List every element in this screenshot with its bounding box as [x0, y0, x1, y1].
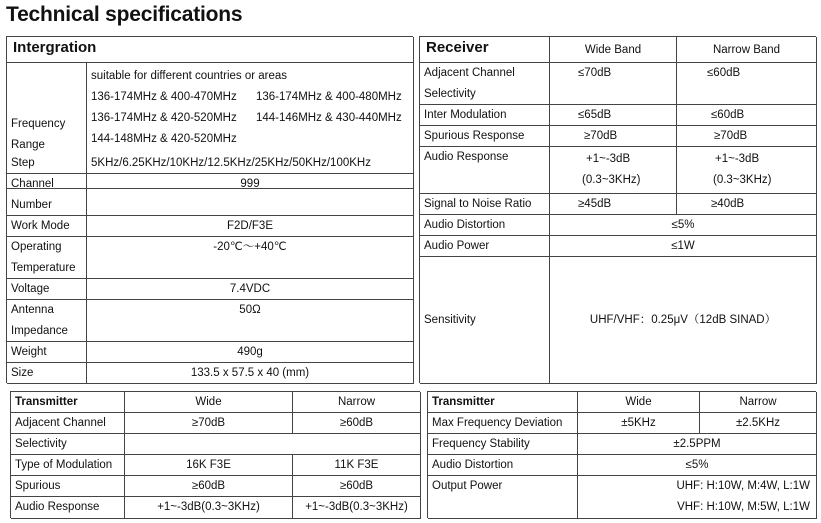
page-title: Technical specifications: [6, 3, 243, 26]
work-mode-value: F2D/F3E: [87, 216, 414, 237]
tx-distortion-label: Audio Distortion: [428, 455, 578, 476]
tx-right-col-wide: Wide: [578, 392, 700, 413]
tx-adjacent-narrow: ≥60dB: [293, 413, 421, 434]
step-label: Step: [7, 153, 87, 174]
tx-spurious-wide: ≥60dB: [125, 476, 293, 497]
rx-snr-wide: ≥45dB: [550, 194, 677, 215]
tx-power-uhf: UHF: H:10W, M:4W, L:1W: [676, 480, 810, 492]
receiver-col-narrow: Narrow Band: [677, 37, 817, 63]
weight-label: Weight: [7, 342, 87, 363]
integration-table: [6, 36, 413, 383]
frequency-label: Frequency Range: [7, 63, 87, 189]
rx-spurious-wide: ≥70dB: [550, 126, 677, 147]
tx-stability-value: ±2.5PPM: [578, 434, 817, 455]
voltage-value: 7.4VDC: [87, 279, 414, 300]
channel-label: Channel Number: [7, 174, 87, 216]
size-value: 133.5 x 57.5 x 40 (mm): [87, 363, 414, 384]
rx-intermod-label: Inter Modulation: [420, 105, 550, 126]
tx-adjacent-label: Adjacent Channel: [11, 413, 125, 434]
rx-audio-response-narrow: +1~-3dB (0.3~3KHz): [677, 147, 817, 194]
tx-deviation-narrow: ±2.5KHz: [700, 413, 817, 434]
rx-intermod-wide: ≤65dB: [550, 105, 677, 126]
tx-modulation-wide: 16K F3E: [125, 455, 293, 476]
rx-audio-response-wide: +1~-3dB (0.3~3KHz): [550, 147, 677, 194]
rx-snr-label: Signal to Noise Ratio: [420, 194, 550, 215]
tx-adjacent-wide: ≥70dB: [125, 413, 293, 434]
rx-spurious-label: Spurious Response: [420, 126, 550, 147]
tx-left-heading: Transmitter: [11, 392, 125, 413]
rx-spurious-narrow: ≥70dB: [677, 126, 817, 147]
tx-audio-narrow: +1~-3dB(0.3~3KHz): [293, 497, 421, 519]
rx-power-value: ≤1W: [550, 236, 817, 257]
voltage-label: Voltage: [7, 279, 87, 300]
tx-right-heading: Transmitter: [428, 392, 578, 413]
antenna-value: 50Ω: [87, 300, 414, 342]
work-mode-label: Work Mode: [7, 216, 87, 237]
rx-intermod-narrow: ≤60dB: [677, 105, 817, 126]
rx-sensitivity-value: UHF/VHF：0.25μV（12dB SINAD）: [550, 257, 817, 384]
transmitter-table-left: [10, 391, 420, 518]
tx-power-vhf: VHF: H:10W, M:5W, L:1W: [677, 501, 810, 513]
size-label: Size: [7, 363, 87, 384]
tx-spurious-narrow: ≥60dB: [293, 476, 421, 497]
step-value: 5KHz/6.25KHz/10KHz/12.5KHz/25KHz/50KHz/100KHz: [87, 153, 414, 174]
rx-distortion-label: Audio Distortion: [420, 215, 550, 236]
rx-distortion-value: ≤5%: [550, 215, 817, 236]
temperature-label: Operating Temperature: [7, 237, 87, 279]
tx-audio-label: Audio Response: [11, 497, 125, 519]
rx-sensitivity-label: Sensitivity: [420, 257, 550, 384]
tx-deviation-wide: ±5KHz: [578, 413, 700, 434]
rx-adjacent-narrow: ≤60dB: [677, 63, 817, 105]
rx-audio-response-label: Audio Response: [420, 147, 550, 194]
tx-stability-label: Frequency Stability: [428, 434, 578, 455]
tx-distortion-value: ≤5%: [578, 455, 817, 476]
antenna-label: Antenna Impedance: [7, 300, 87, 342]
transmitter-table-right: [427, 391, 816, 518]
receiver-table: [419, 36, 816, 383]
rx-adjacent-label: Adjacent Channel Selectivity: [420, 63, 550, 105]
tx-deviation-label: Max Frequency Deviation: [428, 413, 578, 434]
rx-adjacent-wide: ≤70dB: [550, 63, 677, 105]
tx-selectivity-blank: [125, 434, 421, 455]
temperature-value: -20℃～+40℃: [87, 237, 414, 279]
rx-power-label: Audio Power: [420, 236, 550, 257]
tx-audio-wide: +1~-3dB(0.3~3KHz): [125, 497, 293, 519]
tx-left-col-wide: Wide: [125, 392, 293, 413]
tx-power-label: Output Power: [428, 476, 578, 519]
tx-selectivity-label: Selectivity: [11, 434, 125, 455]
tx-left-col-narrow: Narrow: [293, 392, 421, 413]
tx-modulation-label: Type of Modulation: [11, 455, 125, 476]
tx-right-col-narrow: Narrow: [700, 392, 817, 413]
receiver-col-wide: Wide Band: [550, 37, 677, 63]
rx-snr-narrow: ≥40dB: [677, 194, 817, 215]
channel-value: 999: [87, 174, 414, 216]
integration-heading: Intergration: [7, 37, 414, 63]
frequency-value: suitable for different countries or areas 136-174MHz & 400-470MHz 136-174MHz & 400-480MHz 136-174MHz & 420-520MHz 144-146MHz & 430-440MHz 144-148MHz & 420-520MHz: [87, 63, 414, 189]
tx-spurious-label: Spurious: [11, 476, 125, 497]
receiver-heading: Receiver: [420, 37, 550, 63]
tx-power-value: [578, 476, 817, 519]
tx-modulation-narrow: 11K F3E: [293, 455, 421, 476]
weight-value: 490g: [87, 342, 414, 363]
